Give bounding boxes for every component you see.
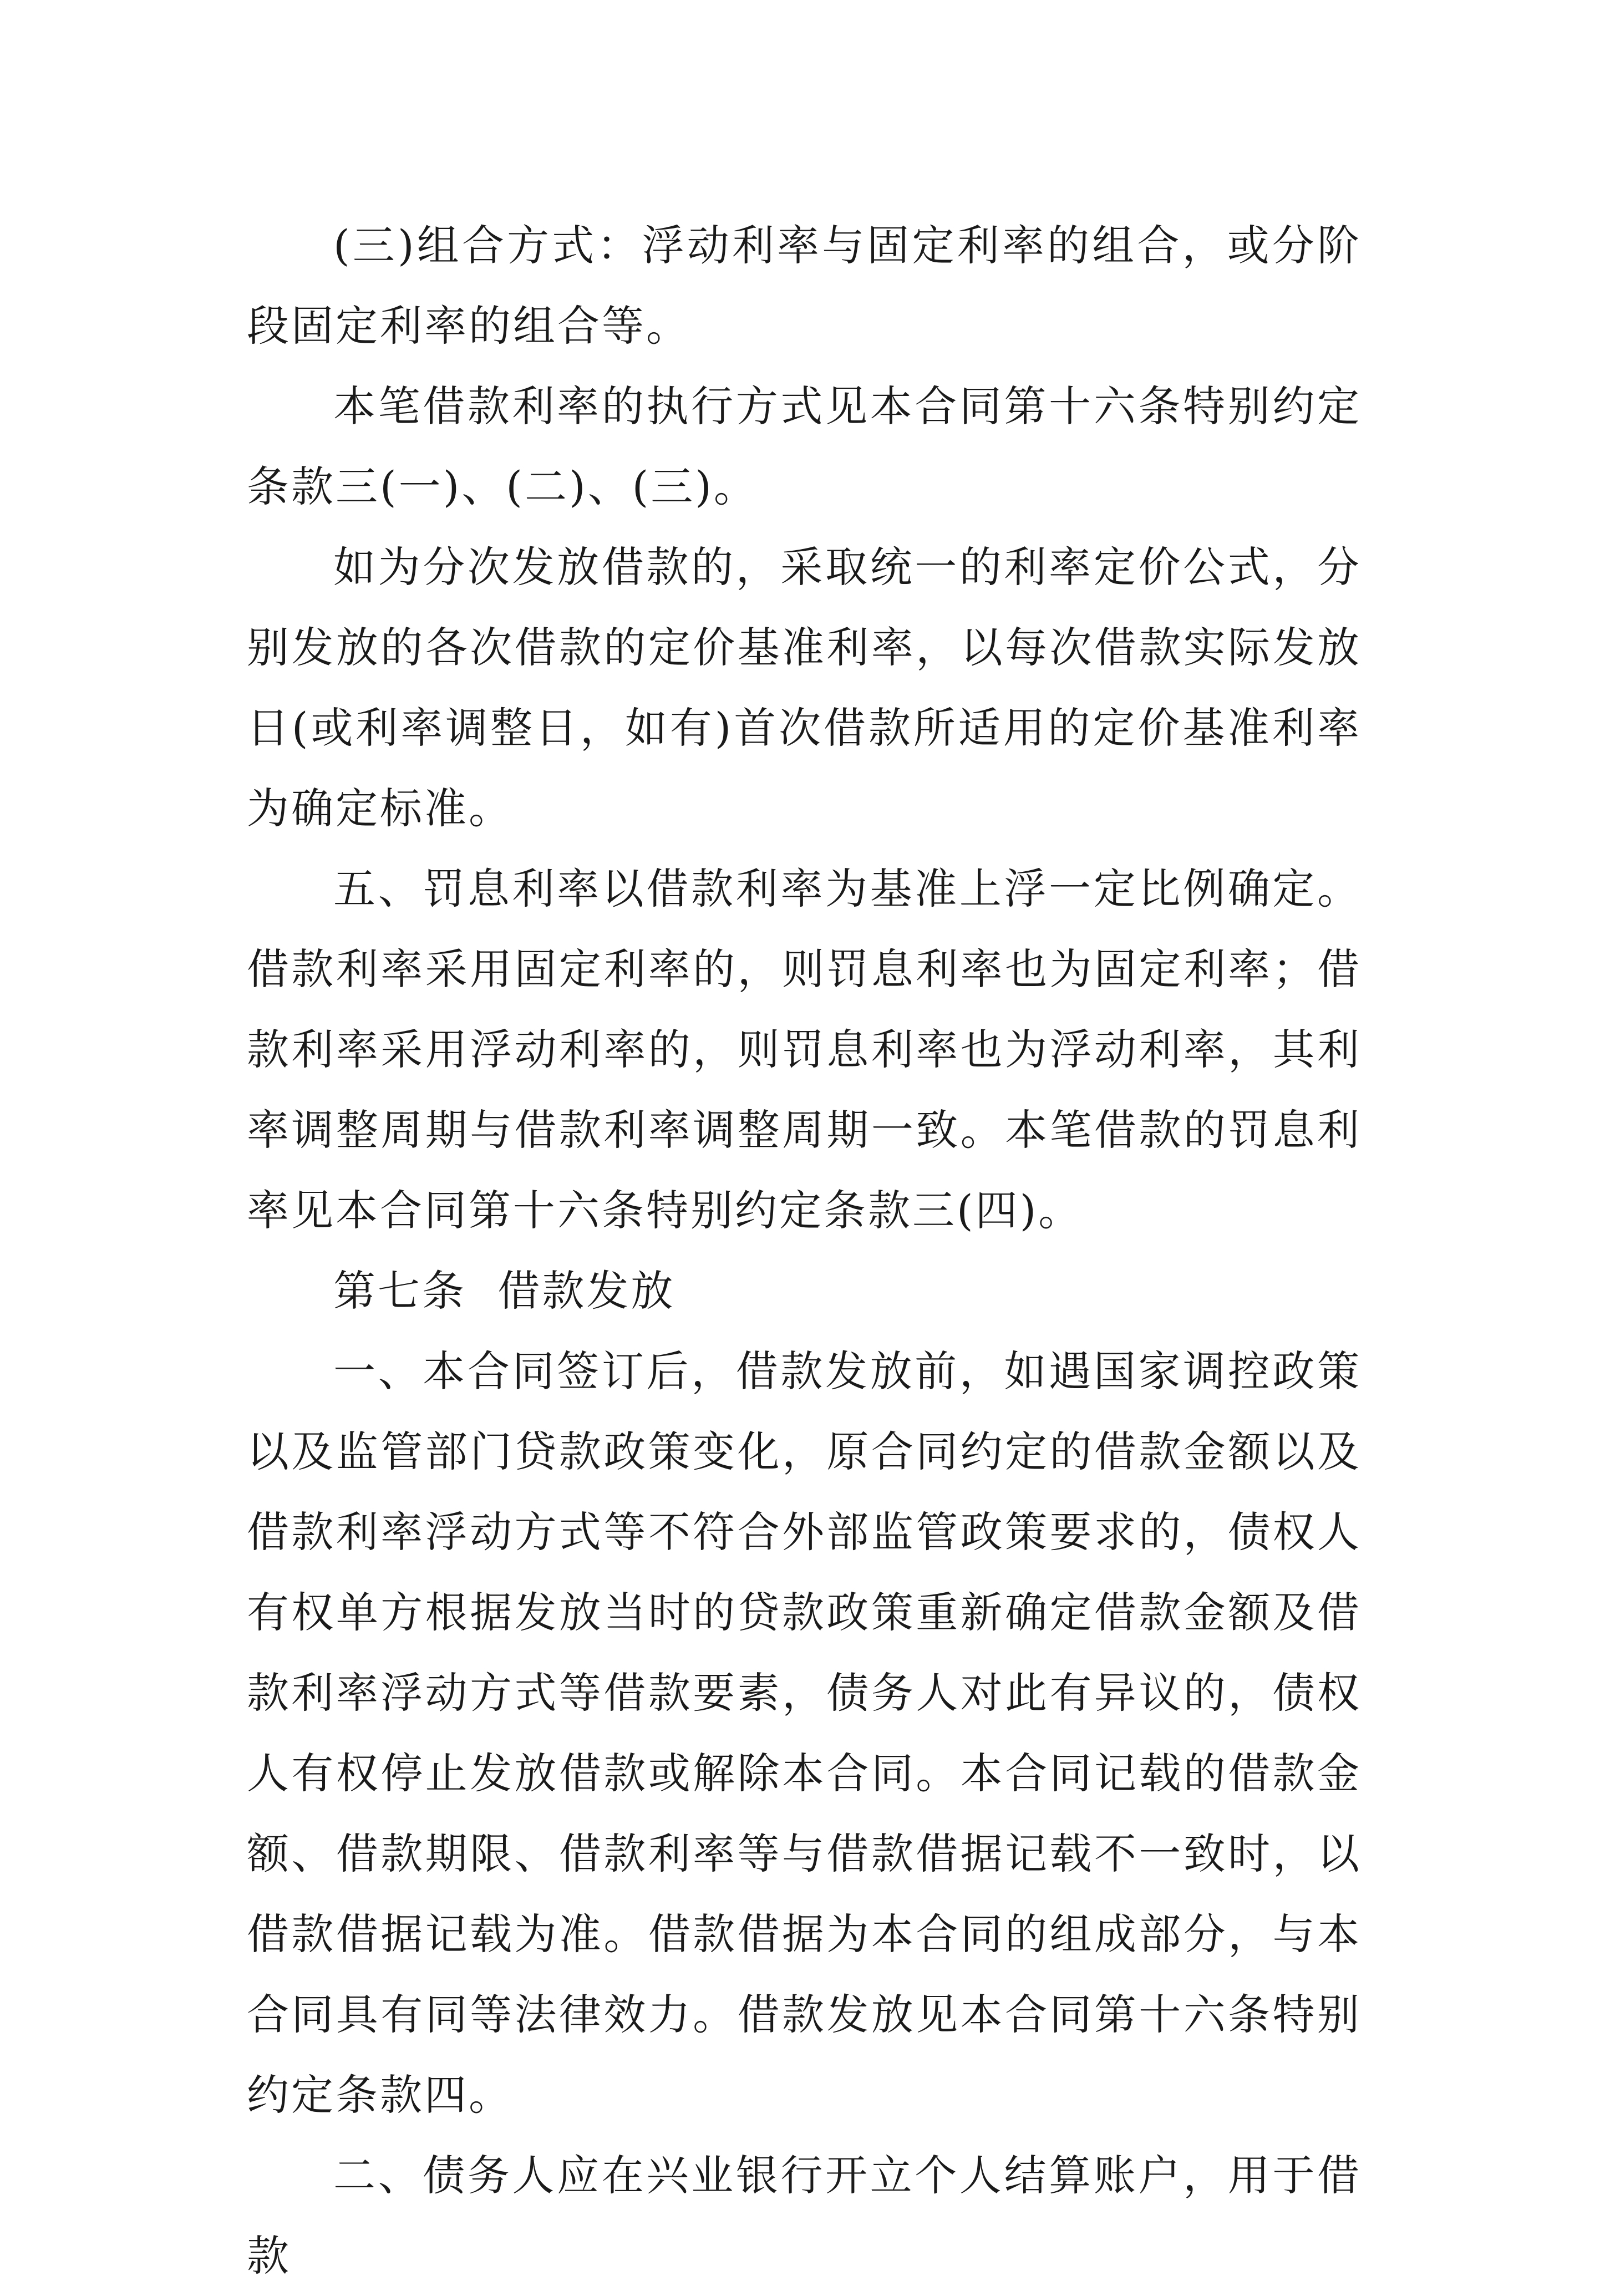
paragraph-interest-combination: (三)组合方式：浮动利率与固定利率的组合，或分阶段固定利率的组合等。	[247, 221, 1362, 351]
document-body	[247, 205, 1362, 2296]
article-heading: 第七条 借款发放	[333, 1266, 675, 1315]
paragraph-penalty-rate: 五、罚息利率以借款利率为基准上浮一定比例确定。借款利率采用固定利率的，则罚息利率也为固定利率；借款利率采用浮动利率的，则罚息利率也为浮动利率，其利率调整周期与借款利率调整周期一致。本笔借款的罚息利率见本合同第十六条特别约定条款三(四)。	[247, 864, 1362, 1235]
paragraph-rate-execution: 本笔借款利率的执行方式见本合同第十六条特别约定条款三(一)、(二)、(三)。	[247, 382, 1362, 511]
paragraph-installment-pricing: 如为分次发放借款的，采取统一的利率定价公式，分别发放的各次借款的定价基准利率，以每次借款实际发放日(或利率调整日，如有)首次借款所适用的定价基准利率为确定标准。	[247, 542, 1362, 833]
paragraph-settlement-account: 二、债务人应在兴业银行开立个人结算账户，用于借款	[247, 2151, 1362, 2280]
paragraph-loan-disbursement: 一、本合同签订后，借款发放前，如遇国家调控政策以及监管部门贷款政策变化，原合同约定的借款金额以及借款利率浮动方式等不符合外部监管政策要求的，债权人有权单方根据发放当时的贷款政策重新确定借款金额及借款利率浮动方式等借款要素，债务人对此有异议的，债权人有权停止发放借款或解除本合同。本合同记载的借款金额、借款期限、借款利率等与借款借据记载不一致时，以借款借据记载为准。借款借据为本合同的组成部分，与本合同具有同等法律效力。借款发放见本合同第十六条特别约定条款四。	[247, 1347, 1362, 2120]
